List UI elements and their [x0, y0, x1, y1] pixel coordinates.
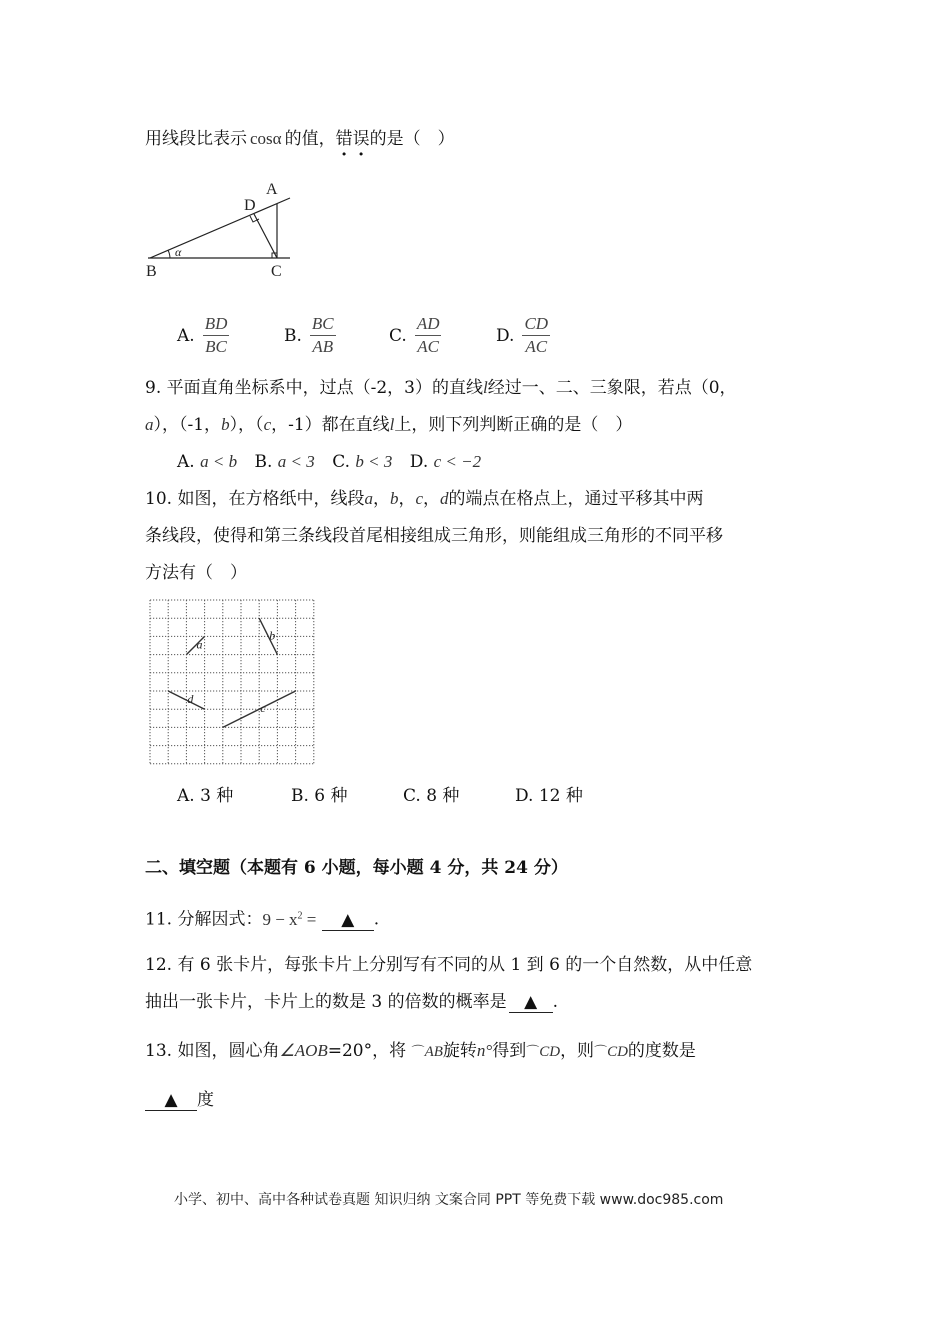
denominator: AB — [312, 337, 334, 356]
q10-option-b[interactable]: B. 6 种 — [291, 786, 348, 806]
var-b: b — [389, 489, 399, 508]
fraction — [203, 314, 230, 357]
fraction — [310, 314, 336, 357]
denominator: AC — [417, 337, 440, 356]
text: 旋转 — [442, 1041, 477, 1061]
option-label: B. — [254, 452, 273, 472]
numerator: BD — [203, 314, 230, 336]
arc-placeholder-icon: ⌒ — [526, 1044, 540, 1059]
segment-label-a: a — [196, 637, 203, 652]
q10-stem-line1 — [145, 487, 704, 511]
var-a: a — [364, 489, 373, 508]
fraction — [415, 314, 442, 357]
text: ），（ — [229, 415, 264, 435]
sep: ， — [398, 489, 416, 509]
q8-stem-text: 用线段比表示 — [145, 129, 247, 149]
text: 的度数是 — [627, 1041, 696, 1061]
option-expr: b < 3 — [355, 452, 393, 471]
option-expr: c < −2 — [433, 452, 482, 471]
arc-placeholder-icon: ⌒ — [411, 1044, 425, 1059]
arc-cd — [594, 1040, 628, 1064]
option-expr: a < b — [200, 452, 238, 471]
option-label: D. — [409, 452, 429, 472]
option-expr: a < 3 — [277, 452, 315, 471]
q8-option-c[interactable] — [389, 314, 441, 357]
var-b: b — [221, 415, 230, 434]
arc-label: CD — [539, 1044, 561, 1060]
label-a: A — [266, 181, 278, 198]
option-label: A. — [177, 325, 195, 346]
option-label: B. — [284, 325, 302, 346]
option-label: C. — [332, 452, 350, 472]
q12-answer-blank[interactable]: ▲ — [509, 992, 553, 1013]
q13-line1 — [145, 1039, 696, 1064]
q13-answer-blank[interactable]: ▲ — [145, 1090, 197, 1111]
text: 抽出一张卡片，卡片上的数是 3 的倍数的概率是 — [145, 992, 507, 1012]
var-c: c — [415, 489, 423, 508]
q9-stem-line1 — [145, 376, 737, 400]
q12-line1: 12. 有 6 张卡片，每张卡片上分别写有不同的从 1 到 6 的一个自然数，从中任意 — [145, 955, 753, 975]
numerator: CD — [522, 314, 550, 336]
sep: ， — [372, 489, 390, 509]
alpha-label: α — [175, 245, 182, 259]
text: 10. 如图，在方格纸中，线段 — [145, 489, 365, 509]
section-2-title: 二、填空题（本题有 6 小题，每小题 4 分，共 24 分） — [145, 858, 568, 878]
text: ，则 — [560, 1041, 595, 1061]
arc-label: CD — [607, 1044, 628, 1060]
q8-stem — [145, 127, 455, 151]
segment-label-d: d — [187, 692, 194, 707]
text: 13. 如图，圆心角 — [145, 1041, 280, 1061]
cos-alpha: cosα — [250, 129, 282, 148]
q9-options — [177, 450, 481, 474]
q8-stem-text-2: 的值， — [284, 129, 336, 149]
period: . — [552, 992, 559, 1012]
emphasis-char: 错 — [335, 129, 353, 149]
unit: 度 — [197, 1090, 214, 1110]
angle-aob: ∠AOB — [279, 1041, 328, 1060]
period: . — [373, 909, 380, 930]
var-a: a — [145, 415, 154, 434]
footer-text: 小学、初中、高中各种试卷真题 知识归纳 文案合同 PPT 等免费下载 www.doc985.com — [174, 1192, 724, 1208]
var-n: n° — [476, 1041, 493, 1060]
q12-line2 — [145, 990, 558, 1014]
q10-stem-line2: 条线段，使得和第三条线段首尾相接组成三角形，则能组成三角形的不同平移 — [145, 526, 723, 546]
q9-option-c[interactable] — [332, 452, 392, 472]
segment-label-c: c — [260, 701, 266, 716]
q9-option-d[interactable] — [410, 452, 481, 472]
option-label: A. — [177, 452, 195, 472]
q8-stem-text-3: 的是（ ） — [369, 129, 455, 149]
equals: = — [302, 909, 317, 929]
arc-cd — [526, 1040, 560, 1064]
q10-option-c[interactable]: C. 8 种 — [403, 786, 460, 806]
q10-option-d[interactable]: D. 12 种 — [515, 786, 583, 806]
text: 上，则下列判断正确的是（ ） — [394, 415, 633, 435]
q10-options — [177, 784, 583, 808]
text: 9. 平面直角坐标系中，过点（-2，3）的直线 — [145, 378, 483, 398]
q8-option-a[interactable] — [177, 314, 229, 357]
var-c: c — [263, 415, 272, 434]
label-d: D — [244, 197, 256, 214]
denominator: BC — [205, 337, 227, 356]
text: ），（-1， — [153, 415, 222, 435]
text: =20°，将 — [327, 1041, 407, 1061]
sep: ， — [423, 489, 440, 509]
arc-label: AB — [424, 1044, 443, 1060]
segment-label-b: b — [269, 628, 276, 643]
text: 得到 — [492, 1041, 527, 1061]
numerator: AD — [415, 314, 442, 336]
exponent: 2 — [297, 910, 303, 921]
q11 — [145, 904, 379, 932]
var-d: d — [440, 489, 449, 508]
text: 经过一、二、三象限，若点（0， — [487, 378, 737, 398]
q9-stem-line2 — [145, 413, 632, 437]
q10-stem-line3: 方法有（ ） — [145, 563, 247, 583]
label-c: C — [271, 263, 282, 280]
text: ，-1）都在直线 — [271, 415, 390, 435]
emphasis-char: 误 — [352, 129, 370, 149]
option-label: C. — [389, 325, 407, 346]
q9-option-b[interactable] — [254, 452, 314, 472]
q10-grid-figure — [146, 596, 321, 768]
var-l: l — [483, 378, 488, 397]
q8-option-d[interactable] — [496, 314, 550, 357]
q13-line2 — [145, 1088, 214, 1112]
option-label: D. — [496, 325, 515, 346]
label-b: B — [146, 263, 157, 280]
q11-expr — [262, 910, 316, 929]
var-l: l — [389, 415, 395, 434]
expr: 9 − x — [262, 909, 298, 929]
q9-option-a[interactable] — [177, 452, 237, 472]
q8-option-b[interactable] — [284, 314, 336, 357]
numerator: BC — [310, 314, 336, 336]
text: 11. 分解因式： — [145, 909, 263, 930]
arc-placeholder-icon: ⌒ — [594, 1044, 608, 1059]
arc-ab — [412, 1040, 443, 1064]
q8-triangle-figure — [140, 172, 310, 287]
q10-option-a[interactable]: A. 3 种 — [177, 786, 234, 806]
denominator: AC — [525, 337, 548, 356]
text: 的端点在格点上，通过平移其中两 — [448, 489, 704, 509]
fraction — [522, 314, 550, 357]
q11-answer-blank[interactable]: ▲ — [322, 910, 374, 931]
